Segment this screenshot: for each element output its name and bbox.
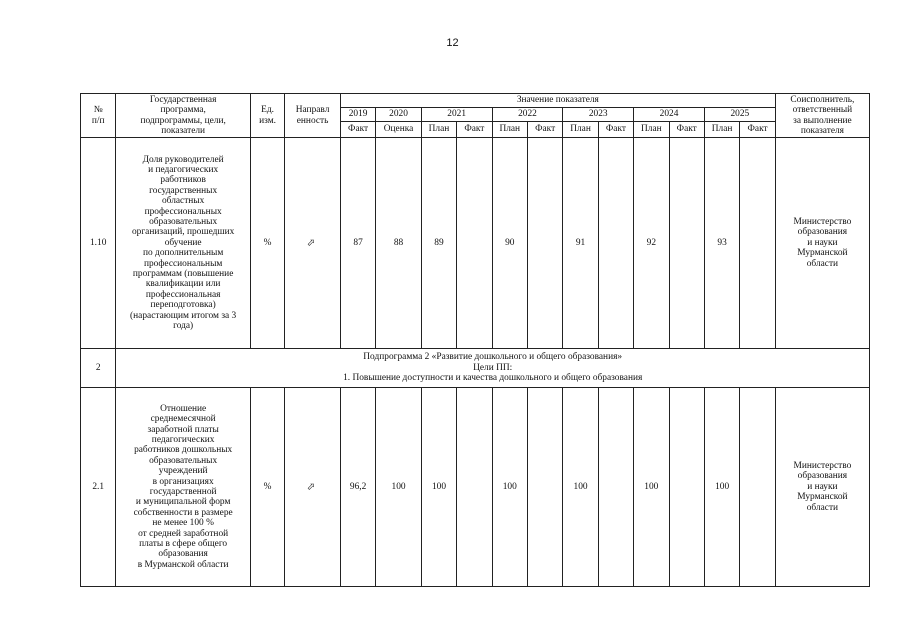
indicator-name: Отношение среднемесячной заработной платы педагогических работников дошкольных образовательных учреждений в организациях государственной и муниципальной форм собственности в размере не менее 100 % от средней заработной платы в сфере общего образования в Мурманской области [116,388,251,587]
coexecutor-cell: Министерство образования и науки Мурманской области [775,138,869,349]
value-cell: 87 [340,138,375,349]
header-sub: Факт [740,122,776,138]
header-sub: Факт [340,122,375,138]
header-sub: Факт [669,122,704,138]
header-value-title: Значение показателя [340,94,775,108]
header-year: 2023 [563,108,634,122]
row-num: 2.1 [81,388,116,587]
header-sub: План [421,122,456,138]
value-cell [669,138,704,349]
value-cell: 100 [421,388,456,587]
header-year: 2021 [421,108,492,122]
value-cell [527,138,562,349]
value-cell: 100 [563,388,598,587]
header-sub: Факт [598,122,633,138]
header-year: 2020 [376,108,422,122]
value-cell [598,388,633,587]
subprogram-title: Подпрограмма 2 «Развитие дошкольного и общего образования» [363,352,623,363]
indicators-table [80,93,870,587]
header-program: Государственная программа, подпрограммы, цели, показатели [116,94,251,138]
value-cell [457,388,492,587]
header-sub: План [634,122,669,138]
value-cell: 96,2 [340,388,375,587]
page-number: 12 [446,37,459,49]
header-sub: План [563,122,598,138]
arrow-up-right-icon: ⇨ [305,479,319,494]
value-cell: 88 [376,138,422,349]
value-cell [457,138,492,349]
header-year: 2022 [492,108,563,122]
value-cell [527,388,562,587]
value-cell: 100 [376,388,422,587]
header-sub: Факт [527,122,562,138]
subprogram-goal: 1. Повышение доступности и качества дошкольного и общего образования [343,373,643,384]
indicator-name: Доля руководителей и педагогических работников государственных областных профессиональных образовательных организаций, прошедших обучение по дополнительным профессиональным программам (повышение квалификации или профессиональная переподготовка) (нарастающим итогом за 3 года) [116,138,251,349]
value-cell: 100 [634,388,669,587]
header-direction: Направл енность [285,94,341,138]
table-row [81,388,870,587]
header-year: 2025 [704,108,775,122]
header-sub: Оценка [376,122,422,138]
header-sub: План [492,122,527,138]
row-num: 1.10 [81,138,116,349]
header-year: 2019 [340,108,375,122]
direction-cell [285,388,341,587]
header-unit: Ед. изм. [250,94,284,138]
value-cell: 91 [563,138,598,349]
table-row [81,138,870,349]
value-cell [740,138,776,349]
unit-cell: % [250,138,284,349]
value-cell [669,388,704,587]
subprogram-goals-label: Цели ПП: [473,362,513,373]
header-sub: Факт [457,122,492,138]
section-row [81,349,870,388]
value-cell: 100 [704,388,739,587]
value-cell [598,138,633,349]
unit-cell: % [250,388,284,587]
value-cell: 92 [634,138,669,349]
value-cell: 93 [704,138,739,349]
header-sub: План [704,122,739,138]
value-cell: 100 [492,388,527,587]
value-cell: 90 [492,138,527,349]
value-cell: 89 [421,138,456,349]
section-num: 2 [81,349,116,388]
header-num: № п/п [81,94,116,138]
header-coexecutor: Соисполнитель, ответственный за выполнение показателя [775,94,869,138]
section-description [116,349,870,388]
coexecutor-cell: Министерство образования и науки Мурманской области [775,388,869,587]
header-year: 2024 [634,108,705,122]
value-cell [740,388,776,587]
arrow-up-right-icon: ⇨ [305,235,319,250]
direction-cell [285,138,341,349]
